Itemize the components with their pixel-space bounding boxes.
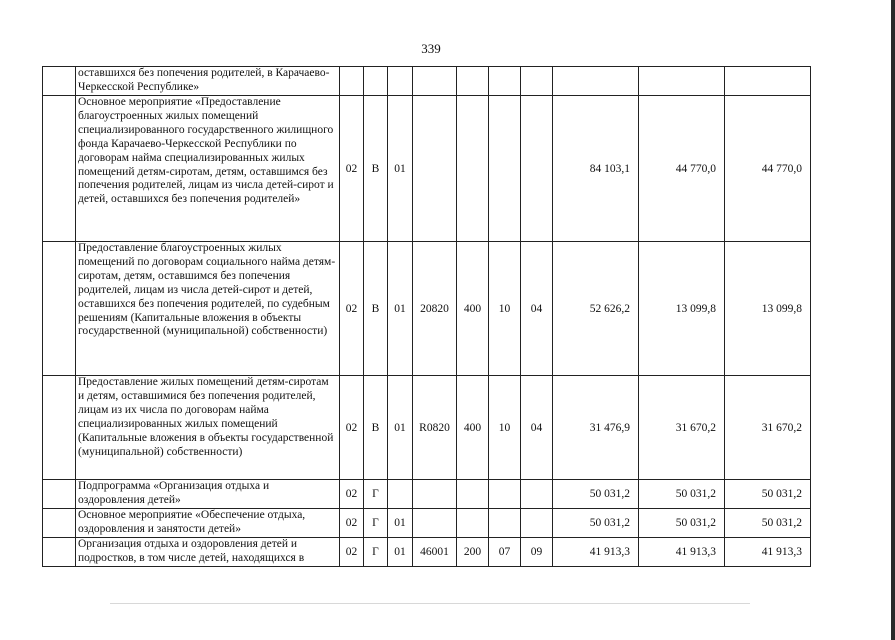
row-name-cell: Предоставление жилых помещений детям-сиротам и детям, оставшимися без попечения родителей, лицам из их числа по договорам найма специализированных жилых помещений (Капитальные вложения в объекты государственной (муниципальной) собственности) <box>76 376 340 480</box>
section-cell <box>489 67 521 96</box>
section-cell: 10 <box>489 242 521 376</box>
sum-year1-cell: 50 031,2 <box>553 509 639 538</box>
program-code-cell: В <box>364 96 388 242</box>
ministry-code-cell: 02 <box>340 538 364 567</box>
table-row <box>43 96 811 242</box>
sum-year2-cell: 50 031,2 <box>639 509 725 538</box>
section-cell <box>489 96 521 242</box>
table-row <box>43 538 811 567</box>
subsection-cell <box>521 480 553 509</box>
subsection-cell: 04 <box>521 376 553 480</box>
row-name-cell: оставшихся без попечения родителей, в Карачаево-Черкесской Республике» <box>76 67 340 96</box>
table-row <box>43 509 811 538</box>
budget-table <box>42 66 811 567</box>
table-row <box>43 242 811 376</box>
direction-code-cell <box>413 67 457 96</box>
row-name-cell: Предоставление благоустроенных жилых помещений по договорам социального найма детям-сиротам, детям, оставшимся без попечения родителей, лицам из числа детей-сирот и детей, оставшихся без попечения родителей, по судебным решениям (Капитальные вложения в объекты государственной (муниципальной) собственности) <box>76 242 340 376</box>
table-row <box>43 376 811 480</box>
row-number-cell <box>43 67 76 96</box>
sum-year2-cell: 41 913,3 <box>639 538 725 567</box>
ministry-code-cell: 02 <box>340 509 364 538</box>
program-code-cell <box>364 67 388 96</box>
table-row <box>43 480 811 509</box>
sum-year2-cell: 31 670,2 <box>639 376 725 480</box>
sum-year3-cell: 50 031,2 <box>725 480 811 509</box>
direction-code-cell: 20820 <box>413 242 457 376</box>
scan-artifact-line <box>110 603 750 604</box>
section-cell: 10 <box>489 376 521 480</box>
expense-type-cell <box>457 480 489 509</box>
section-cell <box>489 480 521 509</box>
row-number-cell <box>43 480 76 509</box>
page-number: 339 <box>421 41 441 56</box>
sum-year2-cell: 13 099,8 <box>639 242 725 376</box>
row-number-cell <box>43 538 76 567</box>
row-name-cell: Основное мероприятие «Обеспечение отдыха, оздоровления и занятости детей» <box>76 509 340 538</box>
row-name-cell: Подпрограмма «Организация отдыха и оздоровления детей» <box>76 480 340 509</box>
direction-code-cell <box>413 509 457 538</box>
sum-year1-cell: 41 913,3 <box>553 538 639 567</box>
program-code-cell: В <box>364 242 388 376</box>
sum-year1-cell: 84 103,1 <box>553 96 639 242</box>
event-code-cell <box>388 67 413 96</box>
ministry-code-cell: 02 <box>340 376 364 480</box>
expense-type-cell: 200 <box>457 538 489 567</box>
ministry-code-cell: 02 <box>340 480 364 509</box>
program-code-cell: Г <box>364 538 388 567</box>
table-row <box>43 67 811 96</box>
event-code-cell: 01 <box>388 242 413 376</box>
row-number-cell <box>43 376 76 480</box>
row-number-cell <box>43 242 76 376</box>
sum-year3-cell: 31 670,2 <box>725 376 811 480</box>
row-number-cell <box>43 509 76 538</box>
sum-year1-cell: 50 031,2 <box>553 480 639 509</box>
direction-code-cell: R0820 <box>413 376 457 480</box>
scan-edge-shadow <box>891 0 895 640</box>
expense-type-cell <box>457 67 489 96</box>
sum-year1-cell: 31 476,9 <box>553 376 639 480</box>
sum-year3-cell: 44 770,0 <box>725 96 811 242</box>
program-code-cell: Г <box>364 509 388 538</box>
ministry-code-cell: 02 <box>340 96 364 242</box>
subsection-cell <box>521 67 553 96</box>
row-name-cell: Основное мероприятие «Предоставление благоустроенных жилых помещений специализированного государственного жилищного фонда Карачаево-Черкесской Республики по договорам найма специализированных жилых помещений детям-сиротам, детям, оставшимся без попечения родителей, лицам из числа детей-сирот и детей, оставшихся без попечения родителей» <box>76 96 340 242</box>
subsection-cell: 09 <box>521 538 553 567</box>
ministry-code-cell <box>340 67 364 96</box>
direction-code-cell: 46001 <box>413 538 457 567</box>
sum-year2-cell <box>639 67 725 96</box>
event-code-cell: 01 <box>388 96 413 242</box>
subsection-cell <box>521 96 553 242</box>
sum-year3-cell <box>725 67 811 96</box>
event-code-cell <box>388 480 413 509</box>
section-cell <box>489 509 521 538</box>
sum-year2-cell: 50 031,2 <box>639 480 725 509</box>
sum-year1-cell <box>553 67 639 96</box>
direction-code-cell <box>413 480 457 509</box>
section-cell: 07 <box>489 538 521 567</box>
sum-year3-cell: 13 099,8 <box>725 242 811 376</box>
expense-type-cell: 400 <box>457 376 489 480</box>
program-code-cell: В <box>364 376 388 480</box>
sum-year3-cell: 41 913,3 <box>725 538 811 567</box>
row-number-cell <box>43 96 76 242</box>
row-name-cell: Организация отдыха и оздоровления детей и подростков, в том числе детей, находящихся в <box>76 538 340 567</box>
expense-type-cell: 400 <box>457 242 489 376</box>
sum-year1-cell: 52 626,2 <box>553 242 639 376</box>
direction-code-cell <box>413 96 457 242</box>
event-code-cell: 01 <box>388 376 413 480</box>
event-code-cell: 01 <box>388 509 413 538</box>
event-code-cell: 01 <box>388 538 413 567</box>
sum-year2-cell: 44 770,0 <box>639 96 725 242</box>
ministry-code-cell: 02 <box>340 242 364 376</box>
subsection-cell <box>521 509 553 538</box>
program-code-cell: Г <box>364 480 388 509</box>
expense-type-cell <box>457 509 489 538</box>
expense-type-cell <box>457 96 489 242</box>
subsection-cell: 04 <box>521 242 553 376</box>
sum-year3-cell: 50 031,2 <box>725 509 811 538</box>
